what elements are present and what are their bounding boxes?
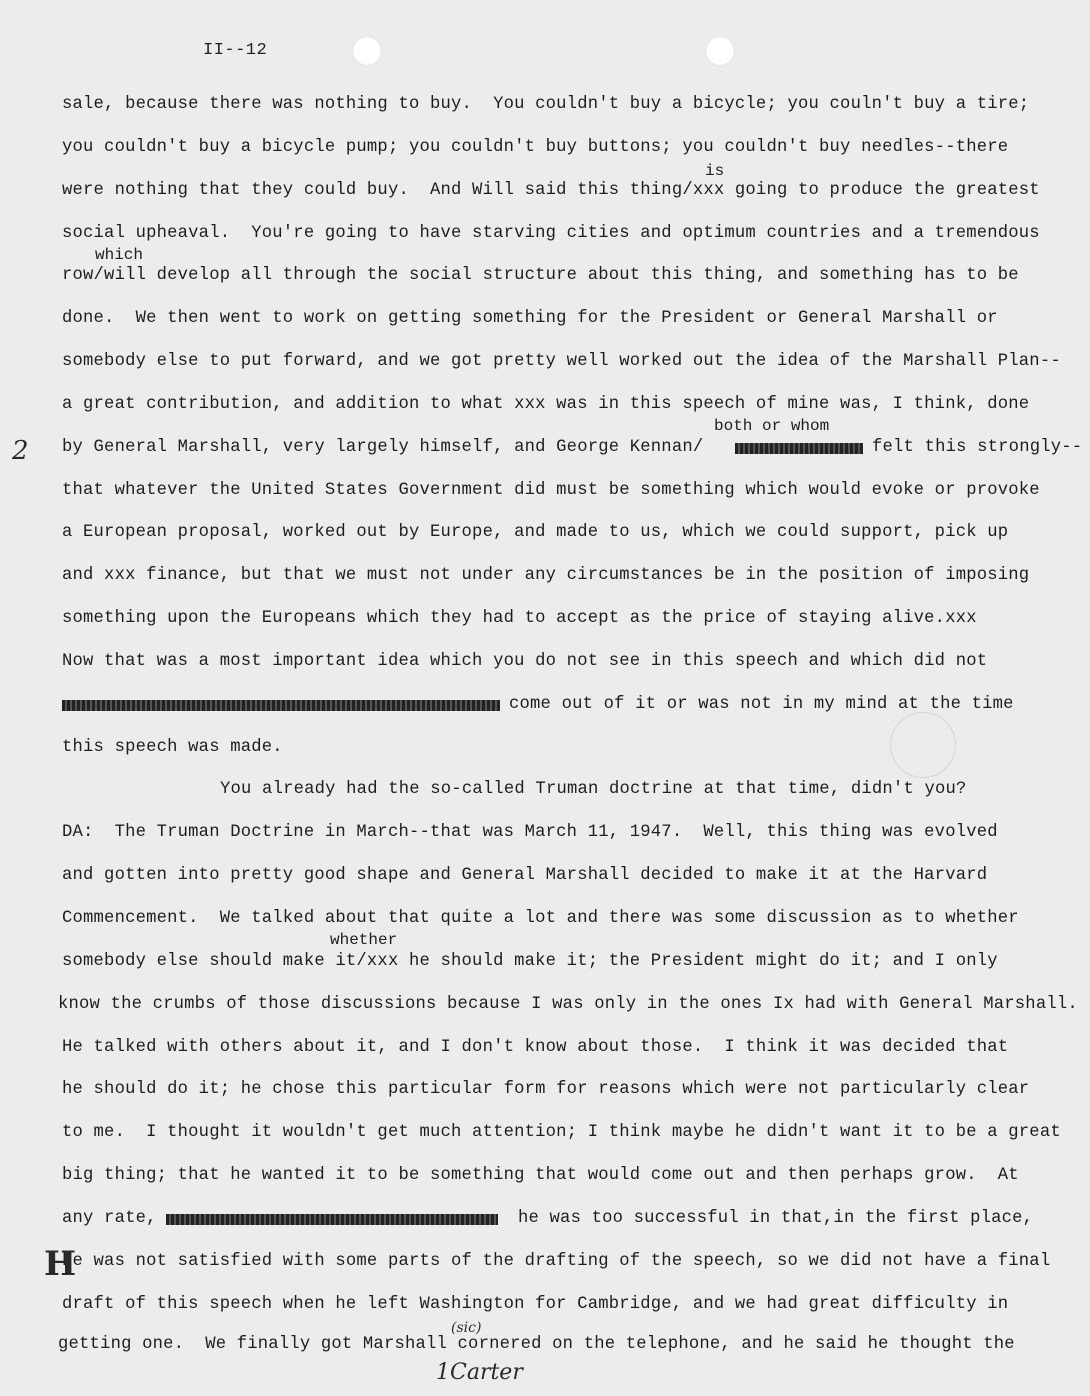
text-line: something upon the Europeans which they had to accept as the price of staying alive.xxx: [62, 609, 977, 628]
text-line: getting one. We finally got Marshall cornered on the telephone, and he said he thought the: [58, 1335, 1015, 1354]
handwritten-margin-number: 2: [12, 436, 29, 466]
text-line: any rate,: [62, 1209, 157, 1228]
text-line: were nothing that they could buy. And Will said this thing/xxx going to produce the greatest: [62, 181, 1040, 200]
text-line: you couldn't buy a bicycle pump; you couldn't buy buttons; you couldn't buy needles--there: [62, 138, 1009, 157]
text-line: a great contribution, and addition to what xxx was in this speech of mine was, I think, done: [62, 395, 1030, 414]
punch-hole: [705, 36, 735, 66]
text-line: felt this strongly--: [872, 438, 1083, 457]
text-line: Commencement. We talked about that quite a lot and there was some discussion as to whether: [62, 909, 1019, 928]
text-line: draft of this speech when he left Washington for Cambridge, and we had great difficulty in: [62, 1295, 1009, 1314]
faint-stamp: [890, 712, 956, 778]
text-line: he was too successful in that,in the first place,: [518, 1209, 1034, 1228]
text-line: Now that was a most important idea which you do not see in this speech and which did not: [62, 652, 988, 671]
text-line: somebody else should make it/xxx he should make it; the President might do it; and I only: [62, 952, 998, 971]
punch-hole: [352, 36, 382, 66]
text-line: and gotten into pretty good shape and General Marshall decided to make it at the Harvard: [62, 866, 988, 885]
text-line: know the crumbs of those discussions because I was only in the ones Ix had with General Marshall.: [58, 995, 1078, 1014]
strikeout-block: [166, 1214, 498, 1225]
insertion-whether: whether: [330, 931, 398, 949]
text-line: He talked with others about it, and I don't know about those. I think it was decided that: [62, 1038, 1009, 1057]
text-line: somebody else to put forward, and we got pretty well worked out the idea of the Marshall Plan--: [62, 352, 1061, 371]
strikeout-block: [62, 700, 500, 711]
handwritten-sic: (sic): [451, 1320, 482, 1336]
text-line: social upheaval. You're going to have starving cities and optimum countries and a tremendous: [62, 224, 1040, 243]
text-line: sale, because there was nothing to buy. You couldn't buy a bicycle; you couln't buy a tire;: [62, 95, 1030, 114]
insertion-both-or-whom: both or whom: [714, 417, 830, 435]
text-line: and xxx finance, but that we must not under any circumstances be in the position of imposing: [62, 566, 1030, 585]
text-line: come out of it or was not in my mind at the time: [509, 695, 1014, 714]
text-line: DA: The Truman Doctrine in March--that was March 11, 1947. Well, this thing was evolved: [62, 823, 998, 842]
insertion-which: which: [95, 246, 144, 264]
handwritten-carter: 1Carter: [436, 1360, 523, 1385]
text-line: a European proposal, worked out by Europe, and made to us, which we could support, pick up: [62, 523, 1009, 542]
text-line: that whatever the United States Government did must be something which would evoke or provoke: [62, 481, 1040, 500]
text-line: done. We then went to work on getting something for the President or General Marshall or: [62, 309, 998, 328]
handwritten-margin-letter: H: [44, 1244, 77, 1284]
strikeout-block: [735, 443, 863, 454]
text-line: this speech was made.: [62, 738, 283, 757]
insertion-is: is: [705, 162, 725, 180]
text-line: he was not satisfied with some parts of the drafting of the speech, so we did not have a final: [62, 1252, 1051, 1271]
text-line: he should do it; he chose this particular form for reasons which were not particularly clear: [62, 1080, 1030, 1099]
text-line: row/will develop all through the social structure about this thing, and something has to be: [62, 266, 1019, 285]
text-line: big thing; that he wanted it to be something that would come out and then perhaps grow. At: [62, 1166, 1019, 1185]
text-line: to me. I thought it wouldn't get much attention; I think maybe he didn't want it to be a great: [62, 1123, 1061, 1142]
question-line: You already had the so-called Truman doctrine at that time, didn't you?: [220, 780, 967, 799]
text-line: by General Marshall, very largely himself, and George Kennan/: [62, 438, 704, 457]
page-number: II--12: [203, 41, 268, 60]
